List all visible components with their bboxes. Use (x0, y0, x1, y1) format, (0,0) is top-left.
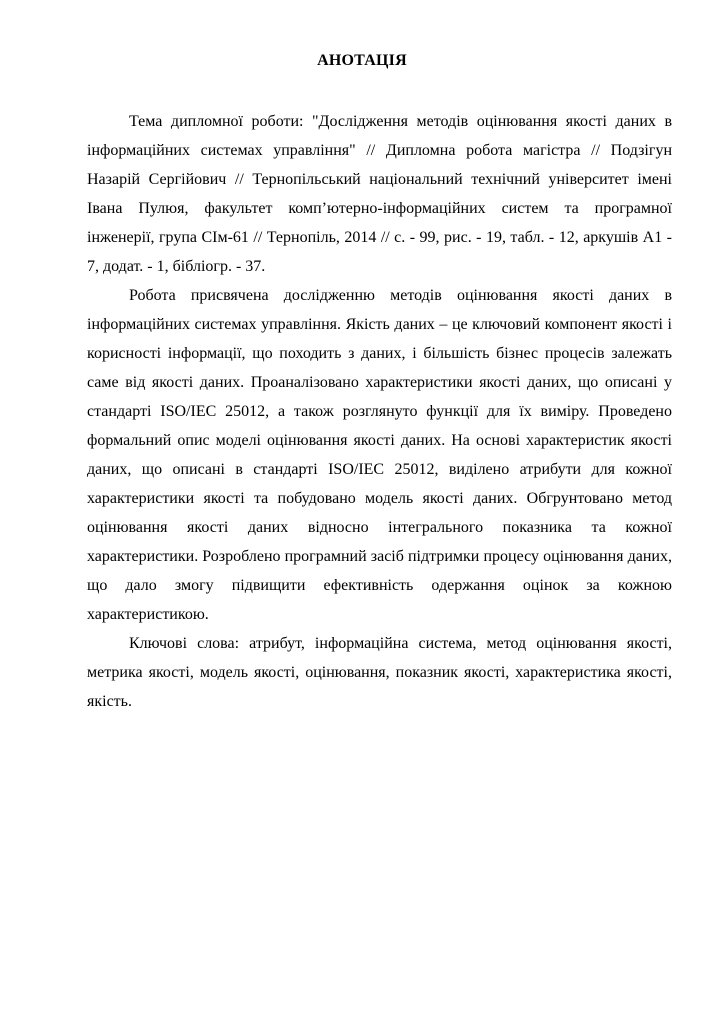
paragraph-thesis-info: Тема дипломної роботи: "Дослідження методів оцінювання якості даних в інформаційних системах управління" // Дипломна робота магістра // Подзігун Назарій Сергійович // Тернопільський національний технічний університет імені Івана Пулюя, факультет комп’ютерно-інформаційних систем та програмної інженерії, група СІм-61 // Тернопіль, 2014 // с. - 99, рис. - 19, табл. - 12, аркушів А1 - 7, додат. - 1, бібліогр. - 37. (87, 113, 672, 275)
paragraph-keywords: Ключові слова: атрибут, інформаційна система, метод оцінювання якості, метрика якості, модель якості, оцінювання, показник якості, характеристика якості, якість. (87, 635, 672, 710)
page-title: АНОТАЦІЯ (317, 52, 407, 69)
document-body (87, 107, 672, 716)
paragraph-abstract: Робота присвячена дослідженню методів оцінювання якості даних в інформаційних системах управління. Якість даних – це ключовий компонент якості і корисності інформації, що походить з даних, і більшість бізнес процесів залежать саме від якості даних. Проаналізовано характеристики якості даних, що описані у стандарті ISO/IEC 25012, а також розглянуто функції для їх виміру. Проведено формальний опис моделі оцінювання якості даних. На основі характеристик якості даних, що описані в стандарті ISO/IEC 25012, виділено атрибути для кожної характеристики якості та побудовано модель якості даних. Обгрунтовано метод оцінювання якості даних відносно інтегрального показника та кожної характеристики. Розроблено програмний засіб підтримки процесу оцінювання даних, що дало змогу підвищити ефективність одержання оцінок за кожною характеристикою. (87, 287, 672, 623)
